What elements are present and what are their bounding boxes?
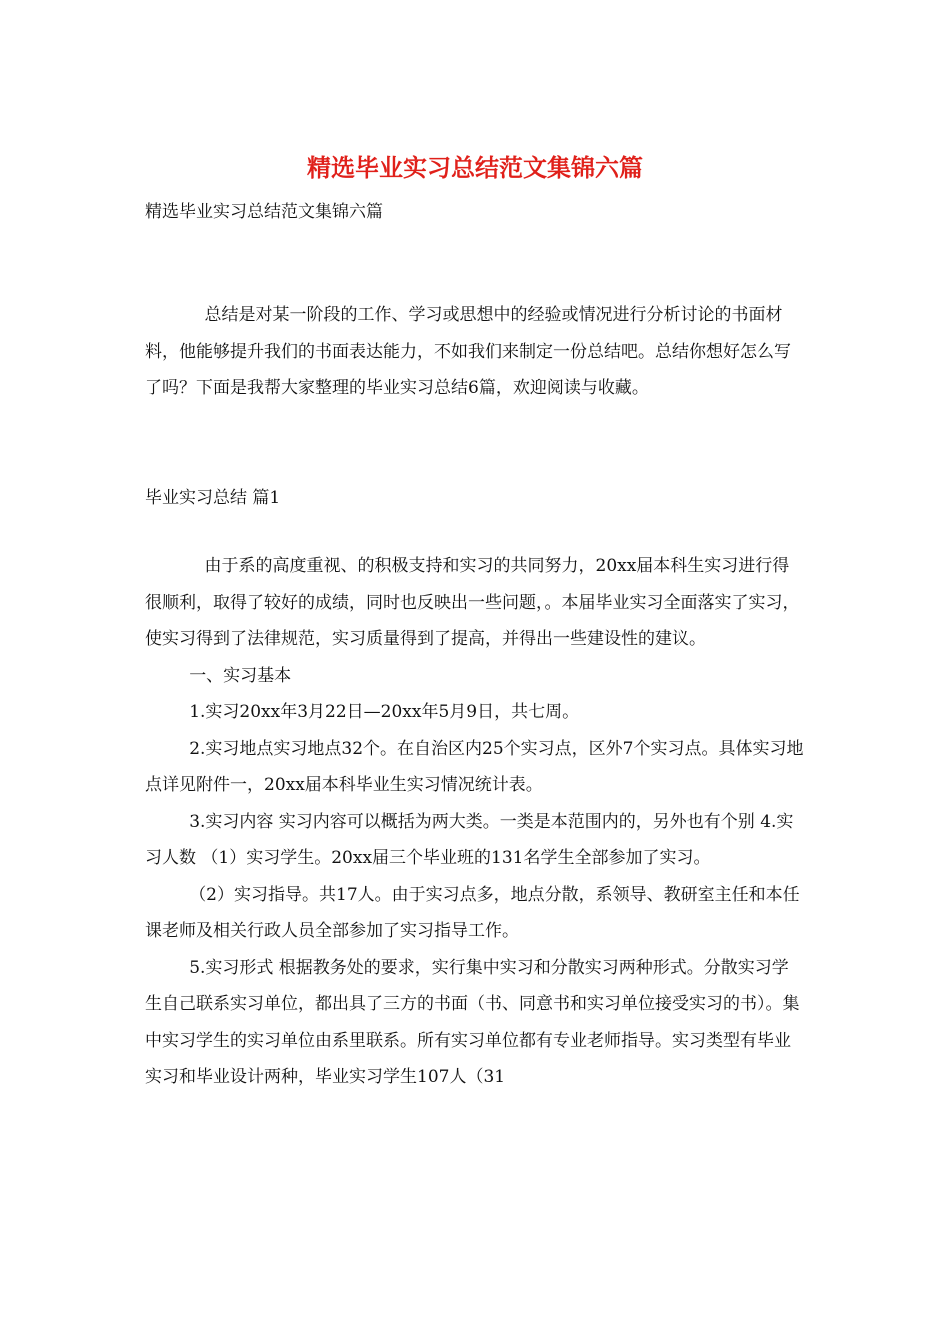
body-paragraph: 3.实习内容 实习内容可以概括为两大类。一类是本范围内的，另外也有个别 4.实习人数 （1）实习学生。20xx届三个毕业班的131名学生全部参加了实习。 (145, 811, 794, 868)
intro-paragraph: 总结是对某一阶段的工作、学习或思想中的经验或情况进行分析讨论的书面材料，他能够提升我们的书面表达能力，不如我们来制定一份总结吧。总结你想好怎么写了吗？下面是我帮大家整理的毕业实习总结6篇，欢迎阅读与收藏。 (145, 305, 791, 398)
section-heading: 毕业实习总结 篇1 (145, 488, 281, 508)
body-paragraph: （2）实习指导。共17人。由于实习点多，地点分散，系领导、教研室主任和本任课老师及相关行政人员全部参加了实习指导工作。 (145, 884, 800, 941)
body-paragraph: 2.实习地点实习地点32个。在自治区内25个实习点，区外7个实习点。具体实习地点详见附件一，20xx届本科毕业生实习情况统计表。 (145, 738, 804, 795)
document-title: 精选毕业实习总结范文集锦六篇 (307, 153, 643, 182)
body-heading-basic: 一、实习基本 (189, 665, 292, 686)
section-heading-block (145, 480, 805, 517)
body-paragraph: 5.实习形式 根据教务处的要求，实行集中实习和分散实习两种形式。分散实习学生自己联系实习单位，都出具了三方的书面（书、同意书和实习单位接受实习的书）。集中实习学生的实习单位由系里联系。所有实习单位都有专业老师指导。实习类型有毕业实习和毕业设计两种，毕业实习学生107人（31 (145, 957, 800, 1087)
document-subtitle: 精选毕业实习总结范文集锦六篇 (145, 202, 383, 222)
section-body (145, 548, 805, 1096)
body-paragraph: 由于系的高度重视、的积极支持和实习的共同努力，20xx届本科生实习进行得很顺利，取得了较好的成绩，同时也反映出一些问题，。本届毕业实习全面落实了实习，使实习得到了法律规范，实习质量得到了提高，并得出一些建设性的建议。 (145, 556, 800, 649)
intro-block (145, 297, 805, 407)
body-paragraph: 1.实习20xx年3月22日—20xx年5月9日，共七周。 (189, 702, 580, 722)
